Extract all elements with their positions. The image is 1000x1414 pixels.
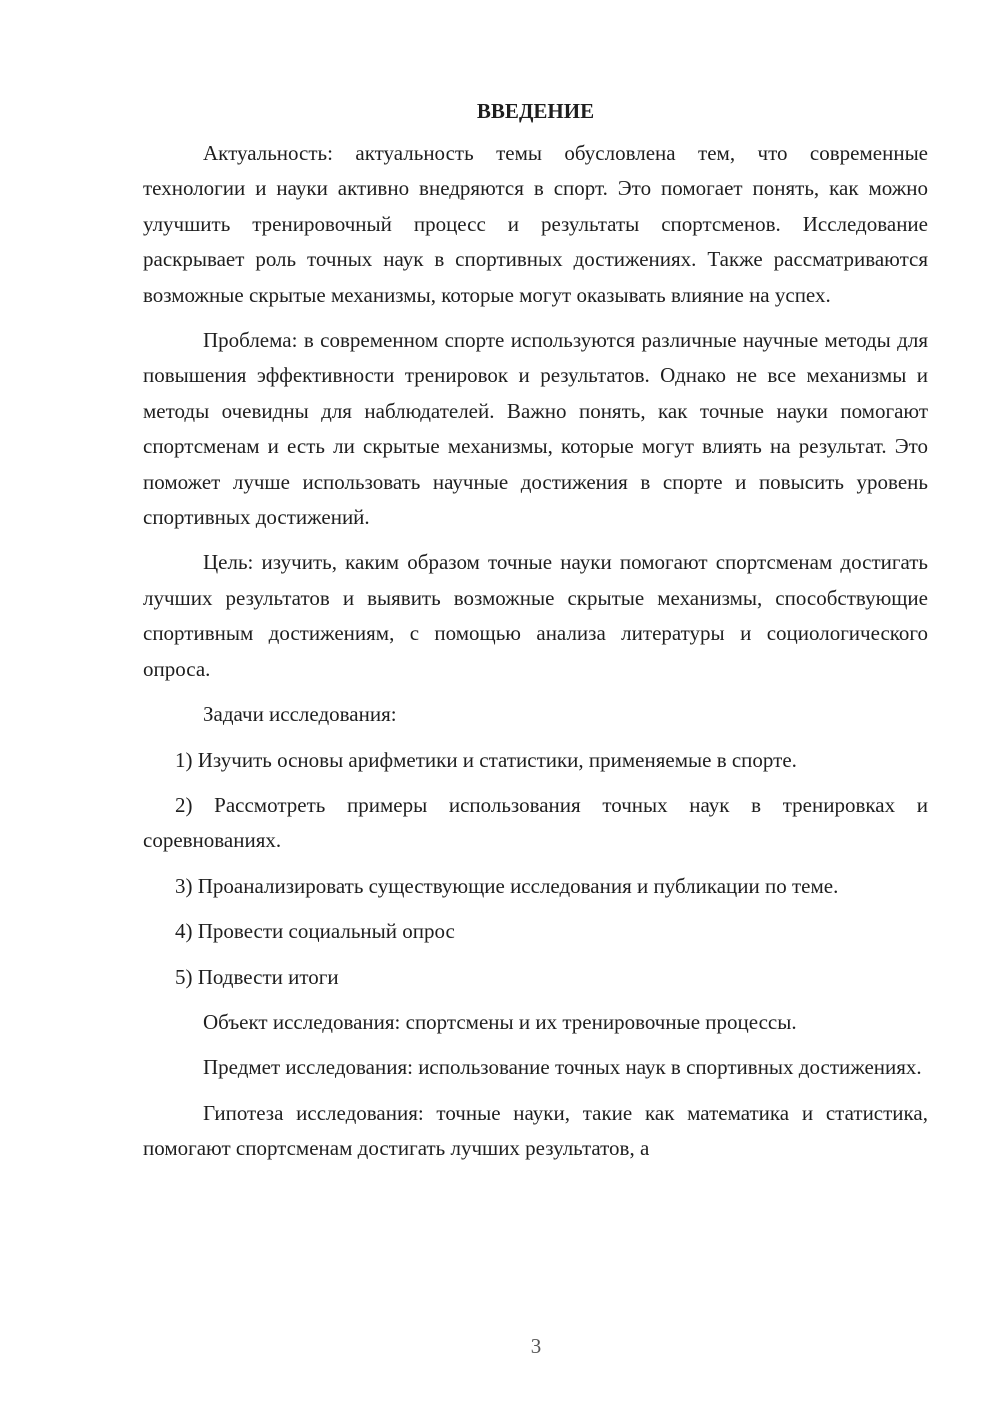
task-item: 3) Проанализировать существующие исследования и публикации по теме. — [175, 873, 839, 898]
object-paragraph: Объект исследования: спортсмены и их тренировочные процессы. — [203, 1009, 797, 1034]
task-item: 1) Изучить основы арифметики и статистики, применяемые в спорте. — [175, 747, 797, 772]
page-content — [143, 97, 928, 1177]
goal-paragraph: Цель: изучить, каким образом точные науки помогают спортсменам достигать лучших результатов и выявить возможные скрытые механизмы, способствующие спортивным достижениям, с помощью анализа литературы и социологического опроса. — [143, 550, 928, 681]
subject-paragraph: Предмет исследования: использование точных наук в спортивных достижениях. — [203, 1055, 922, 1080]
page-number: 3 — [530, 1334, 542, 1358]
task-item: 4) Провести социальный опрос — [175, 919, 455, 944]
section-heading: ВВЕДЕНИЕ — [476, 99, 595, 123]
relevance-paragraph: Актуальность: актуальность темы обусловлена тем, что современные технологии и науки активно внедряются в спорт. Это помогает понять, как можно улучшить тренировочный процесс и результаты спортсменов. Исследование раскрывает роль точных наук в спортивных достижениях. Также рассматриваются возможные скрытые механизмы, которые могут оказывать влияние на успех. — [143, 141, 928, 307]
problem-paragraph: Проблема: в современном спорте используются различные научные методы для повышения эффективности тренировок и результатов. Однако не все механизмы и методы очевидны для наблюдателей. Важно понять, как точные науки помогают спортсменам и есть ли скрытые механизмы, которые могут влиять на результат. Это поможет лучше использовать научные достижения в спорте и повысить уровень спортивных достижений. — [143, 328, 928, 530]
task-item: 2) Рассмотреть примеры использования точных наук в тренировках и соревнованиях. — [143, 792, 928, 853]
task-item: 5) Подвести итоги — [175, 964, 339, 989]
hypothesis-paragraph: Гипотеза исследования: точные науки, такие как математика и статистика, помогают спортсменам достигать лучших результатов, а — [143, 1100, 928, 1161]
tasks-title: Задачи исследования: — [203, 702, 397, 727]
